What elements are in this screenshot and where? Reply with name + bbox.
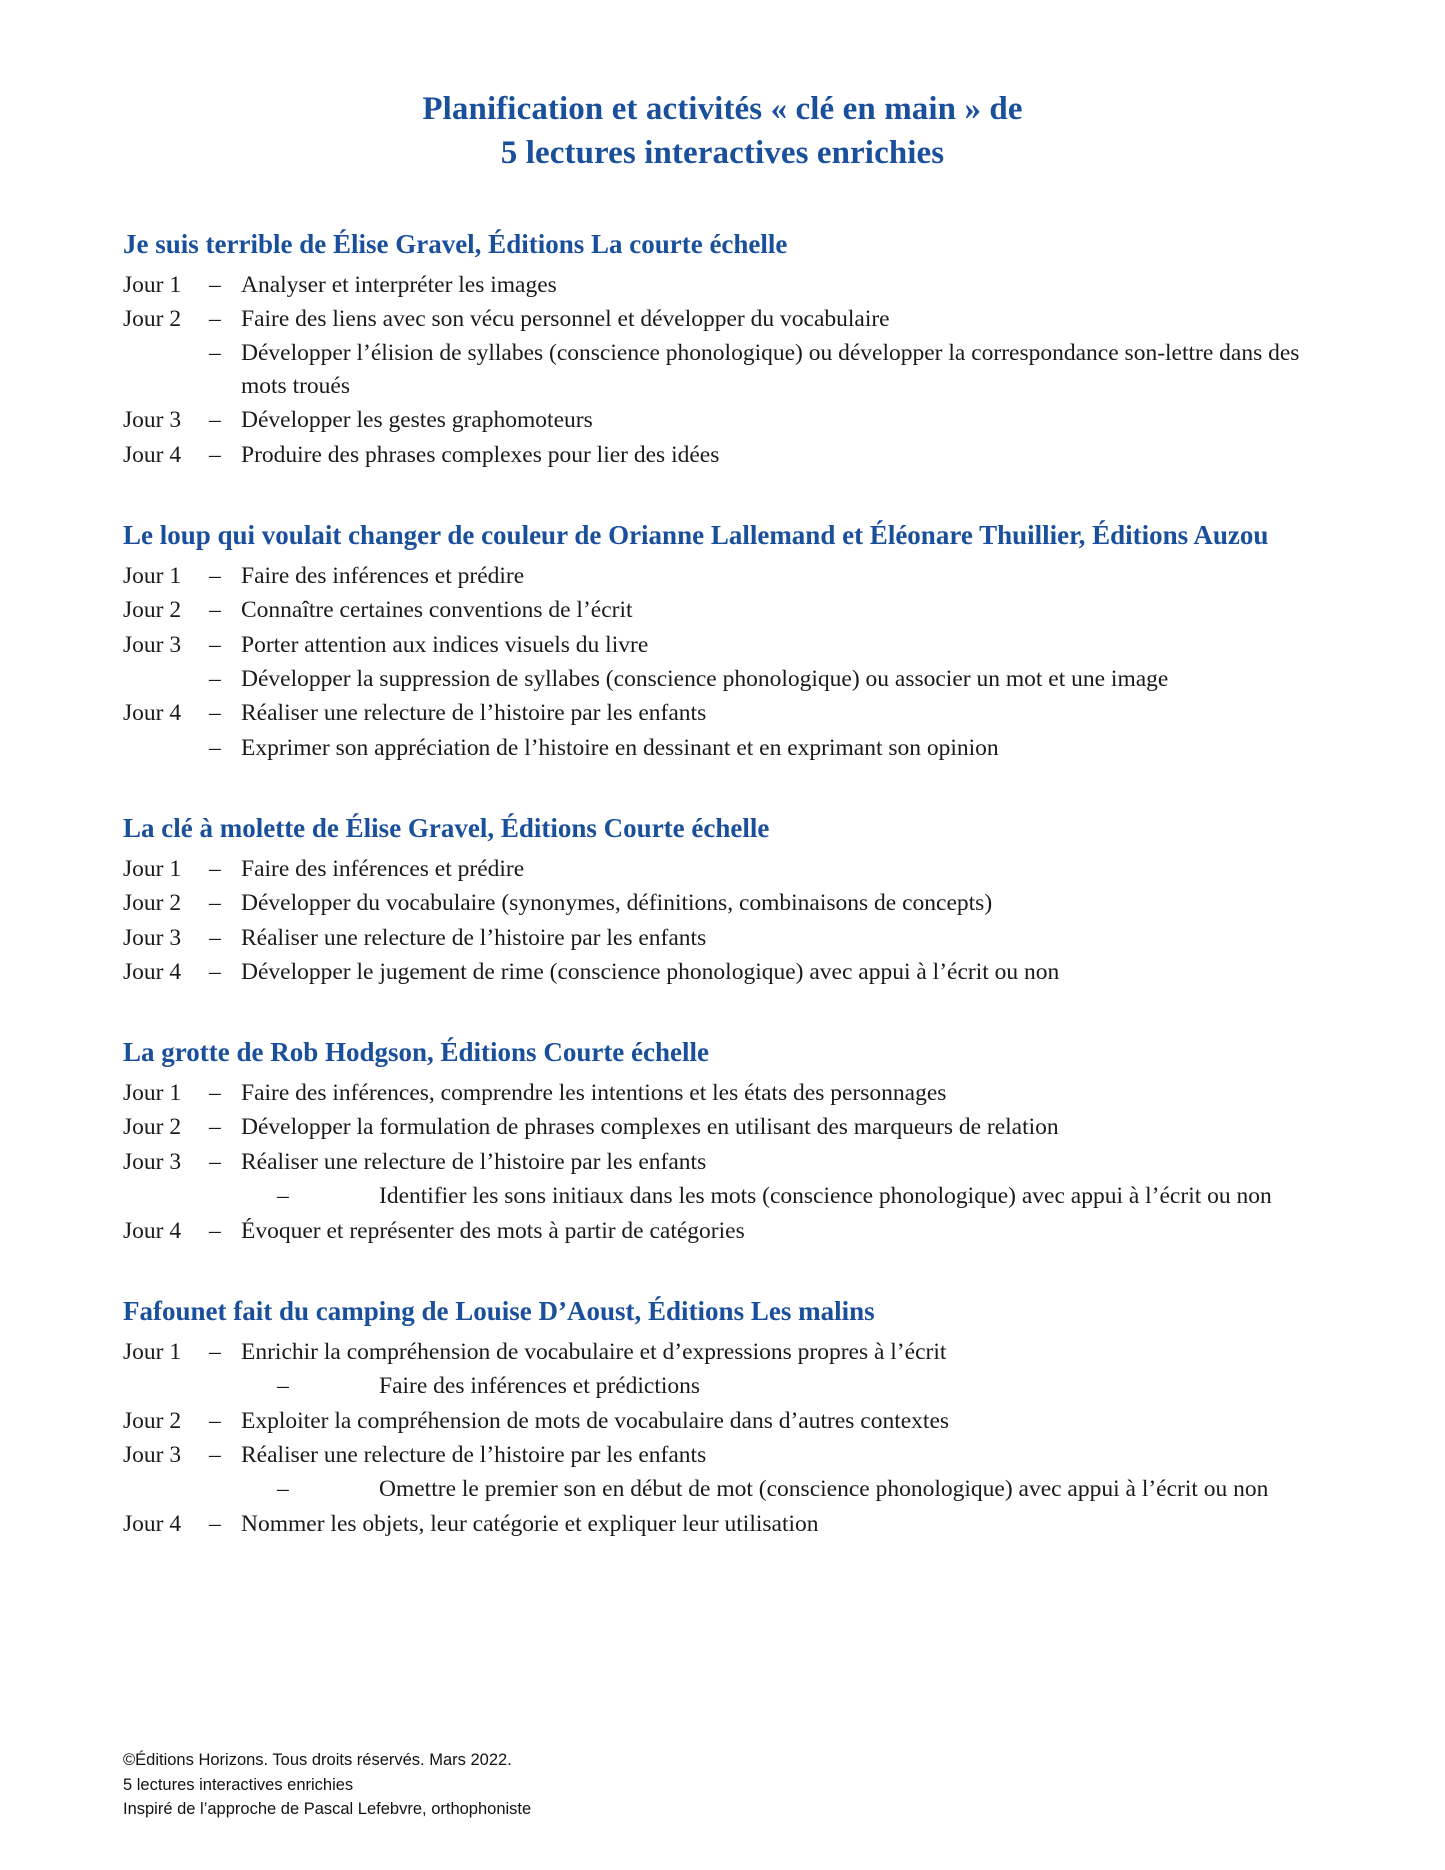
activity-day-label: Jour 1 [123, 271, 182, 298]
activity-row [123, 268, 1335, 302]
activity-row [123, 662, 1335, 696]
dash-icon: – [209, 441, 221, 468]
activity-day-label: Jour 4 [123, 959, 182, 986]
page-title [0, 0, 1445, 175]
dash-icon: – [209, 562, 221, 589]
activity-day-label: Jour 1 [123, 1080, 182, 1107]
activity-text: Faire des inférences et prédictions [379, 1373, 701, 1400]
activity-row [123, 593, 1335, 627]
activity-day-label: Jour 2 [123, 1114, 182, 1141]
footer-credit: Inspiré de l’approche de Pascal Lefebvre, orthophoniste [123, 1800, 532, 1819]
footer-subtitle: 5 lectures interactives enrichies [123, 1775, 354, 1794]
activity-text: Porter attention aux indices visuels du livre [241, 631, 649, 658]
activity-text: Développer les gestes graphomoteurs [241, 407, 593, 434]
activity-row [123, 1076, 1335, 1110]
activity-day-label: Jour 2 [123, 890, 182, 917]
activity-row [123, 559, 1335, 593]
activity-day-label: Jour 1 [123, 855, 182, 882]
activity-text: Réaliser une relecture de l’histoire par les enfants [241, 1441, 707, 1468]
activity-row [123, 921, 1335, 955]
activity-day-label: Jour 1 [123, 562, 182, 589]
activity-row [123, 955, 1335, 989]
book-section [123, 811, 1335, 989]
page-title-line-2: 5 lectures interactives enrichies [500, 134, 945, 171]
dash-icon: – [209, 959, 221, 986]
dash-icon: – [209, 306, 221, 333]
activity-row [123, 1214, 1335, 1248]
activity-row [123, 1369, 1335, 1403]
activity-day-label: Jour 3 [123, 631, 182, 658]
book-section [123, 227, 1335, 472]
document-footer [123, 1748, 531, 1822]
activity-text: Produire des phrases complexes pour lier des idées [241, 441, 720, 468]
activity-row [123, 852, 1335, 886]
document-body [0, 227, 1445, 1541]
page-title-line-1: Planification et activités « clé en main » de [422, 91, 1023, 127]
activity-day-label: Jour 4 [123, 1217, 182, 1244]
activity-row [123, 1110, 1335, 1144]
dash-icon: – [277, 1183, 289, 1210]
book-section [123, 1035, 1335, 1248]
activity-row [123, 1179, 1335, 1213]
activity-row [123, 1472, 1335, 1506]
dash-icon: – [209, 700, 221, 727]
dash-icon: – [209, 734, 221, 761]
activity-text: Développer du vocabulaire (synonymes, définitions, combinaisons de concepts) [241, 890, 993, 917]
activity-day-label: Jour 2 [123, 1407, 182, 1434]
activity-text: Réaliser une relecture de l’histoire par les enfants [241, 924, 707, 951]
activity-text: Réaliser une relecture de l’histoire par les enfants [241, 700, 707, 727]
dash-icon: – [209, 1338, 221, 1365]
activity-row [123, 1438, 1335, 1472]
dash-icon: – [209, 924, 221, 951]
activity-text: Analyser et interpréter les images [241, 271, 557, 298]
activity-row [123, 886, 1335, 920]
footer-copyright: ©Éditions Horizons. Tous droits réservés. Mars 2022. [123, 1750, 512, 1769]
activity-day-label: Jour 2 [123, 306, 182, 333]
activity-text: Développer le jugement de rime (conscience phonologique) avec appui à l’écrit ou non [241, 959, 1060, 986]
activity-day-label: Jour 4 [123, 1510, 182, 1537]
activity-row [123, 731, 1335, 765]
book-title: Fafounet fait du camping de Louise D’Aoust, Éditions Les malins [123, 1296, 875, 1327]
activity-row [123, 302, 1335, 336]
book-title: La grotte de Rob Hodgson, Éditions Courte échelle [123, 1037, 709, 1068]
dash-icon: – [209, 665, 221, 692]
dash-icon: – [209, 407, 221, 434]
dash-icon: – [209, 1114, 221, 1141]
activity-day-label: Jour 3 [123, 1441, 182, 1468]
dash-icon: – [209, 340, 221, 367]
book-section [123, 518, 1335, 765]
activity-row [123, 403, 1335, 437]
activity-day-label: Jour 4 [123, 700, 182, 727]
activity-text: Évoquer et représenter des mots à partir de catégories [241, 1217, 745, 1244]
activity-row [123, 1507, 1335, 1541]
activity-text: Développer la suppression de syllabes (conscience phonologique) ou associer un mot et une image [241, 665, 1169, 692]
activity-text: Omettre le premier son en début de mot (conscience phonologique) avec appui à l’écrit ou non [379, 1476, 1269, 1503]
dash-icon: – [209, 631, 221, 658]
activity-row [123, 1404, 1335, 1438]
activity-text: Développer l’élision de syllabes (conscience phonologique) ou développer la correspondance son-lettre dans des mots troués [241, 340, 1300, 399]
activity-text: Réaliser une relecture de l’histoire par les enfants [241, 1148, 707, 1175]
activity-row [123, 438, 1335, 472]
activity-text: Faire des inférences, comprendre les intentions et les états des personnages [241, 1080, 947, 1107]
activity-row [123, 696, 1335, 730]
activity-text: Exploiter la compréhension de mots de vocabulaire dans d’autres contextes [241, 1407, 950, 1434]
activity-text: Faire des liens avec son vécu personnel et développer du vocabulaire [241, 306, 890, 333]
activity-day-label: Jour 2 [123, 597, 182, 624]
activity-text: Connaître certaines conventions de l’écrit [241, 597, 633, 624]
dash-icon: – [209, 271, 221, 298]
activity-text: Faire des inférences et prédire [241, 562, 525, 589]
activity-row [123, 1335, 1335, 1369]
dash-icon: – [277, 1373, 289, 1400]
dash-icon: – [209, 597, 221, 624]
activity-text: Faire des inférences et prédire [241, 855, 525, 882]
dash-icon: – [209, 890, 221, 917]
book-title: La clé à molette de Élise Gravel, Éditions Courte échelle [123, 813, 770, 844]
dash-icon: – [209, 1510, 221, 1537]
dash-icon: – [209, 1217, 221, 1244]
activity-text: Exprimer son appréciation de l’histoire en dessinant et en exprimant son opinion [241, 734, 999, 761]
activity-day-label: Jour 3 [123, 924, 182, 951]
dash-icon: – [209, 1407, 221, 1434]
activity-row [123, 336, 1335, 403]
activity-day-label: Jour 1 [123, 1338, 182, 1365]
activity-text: Enrichir la compréhension de vocabulaire et d’expressions propres à l’écrit [241, 1338, 947, 1365]
dash-icon: – [209, 1148, 221, 1175]
activity-row [123, 628, 1335, 662]
dash-icon: – [209, 1080, 221, 1107]
activity-text: Développer la formulation de phrases complexes en utilisant des marqueurs de relation [241, 1114, 1059, 1141]
activity-day-label: Jour 4 [123, 441, 182, 468]
dash-icon: – [209, 1441, 221, 1468]
book-title: Le loup qui voulait changer de couleur de Orianne Lallemand et Éléonare Thuillier, Éditions Auzou [123, 520, 1269, 551]
dash-icon: – [277, 1476, 289, 1503]
activity-day-label: Jour 3 [123, 1148, 182, 1175]
activity-day-label: Jour 3 [123, 407, 182, 434]
activity-text: Nommer les objets, leur catégorie et expliquer leur utilisation [241, 1510, 819, 1537]
book-section [123, 1294, 1335, 1541]
activity-text: Identifier les sons initiaux dans les mots (conscience phonologique) avec appui à l’écrit ou non [379, 1183, 1272, 1210]
dash-icon: – [209, 855, 221, 882]
book-title: Je suis terrible de Élise Gravel, Éditions La courte échelle [123, 229, 788, 260]
activity-row [123, 1145, 1335, 1179]
